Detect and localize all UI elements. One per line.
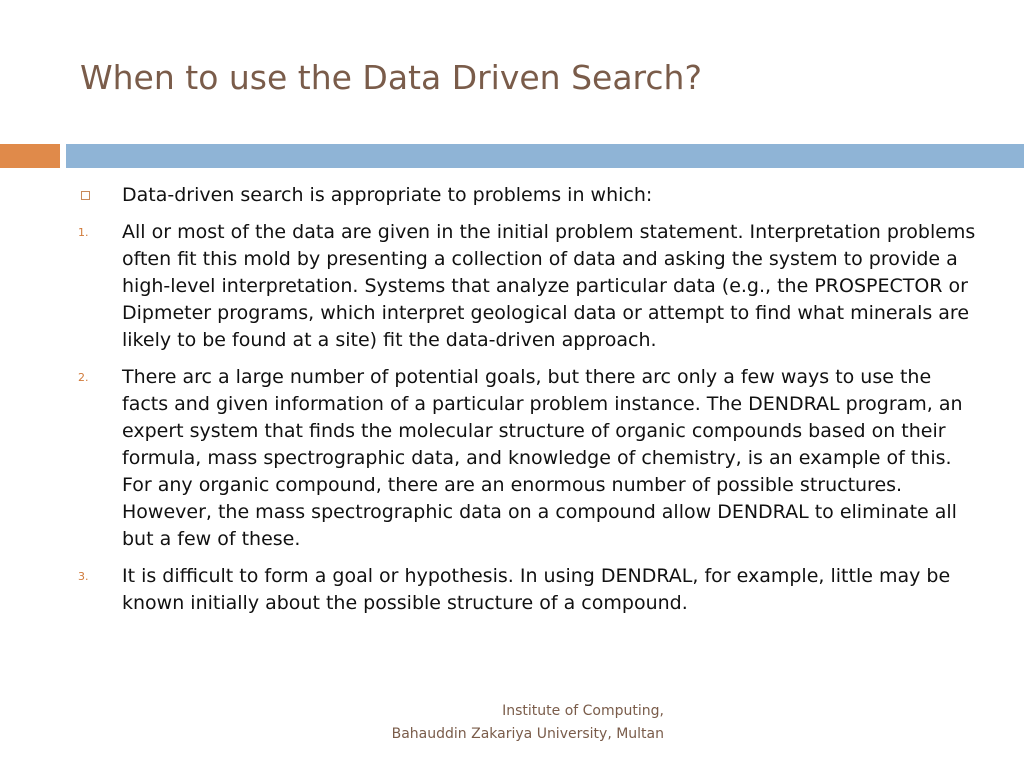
list-item-1 [78,219,982,354]
list-item-text: All or most of the data are given in the initial problem statement. Interpretation problems often fit this mold by presenting a collection of data and asking the system to provide a high-level interpretation. Systems that analyze particular data (e.g., the PROSPECTOR or Dipmeter programs, which interpret geological data or attempt to find what minerals are likely to be found at a site) fit the data-driven approach. [122,221,976,351]
square-bullet-icon [81,191,90,200]
list-number: 3. [78,570,89,583]
slide-title: When to use the Data Driven Search? [80,58,702,97]
title-accent-bar [0,144,60,168]
list-item-3 [78,563,982,617]
slide-footer [392,700,664,746]
list-item-text: It is difficult to form a goal or hypothesis. In using DENDRAL, for example, little may be known initially about the possible structure of a compound. [122,565,951,614]
footer-university: Bahauddin Zakariya University, Multan [391,726,664,742]
title-divider-bar [66,144,1024,168]
list-item-2 [78,364,982,553]
intro-text: Data-driven search is appropriate to problems in which: [122,184,653,206]
list-number: 2. [78,371,89,384]
intro-bullet [78,182,982,209]
list-item-text: There arc a large number of potential goals, but there arc only a few ways to use the facts and given information of a particular problem instance. The DENDRAL program, an expert system that finds the molecular structure of organic compounds based on their formula, mass spectrographic data, and knowledge of chemistry, is an example of this. For any organic compound, there are an enormous number of possible structures. However, the mass spectrographic data on a compound allow DENDRAL to eliminate all but a few of these. [122,366,963,550]
slide-body [78,182,982,627]
footer-institute: Institute of Computing, [502,703,664,719]
list-number: 1. [78,226,89,239]
